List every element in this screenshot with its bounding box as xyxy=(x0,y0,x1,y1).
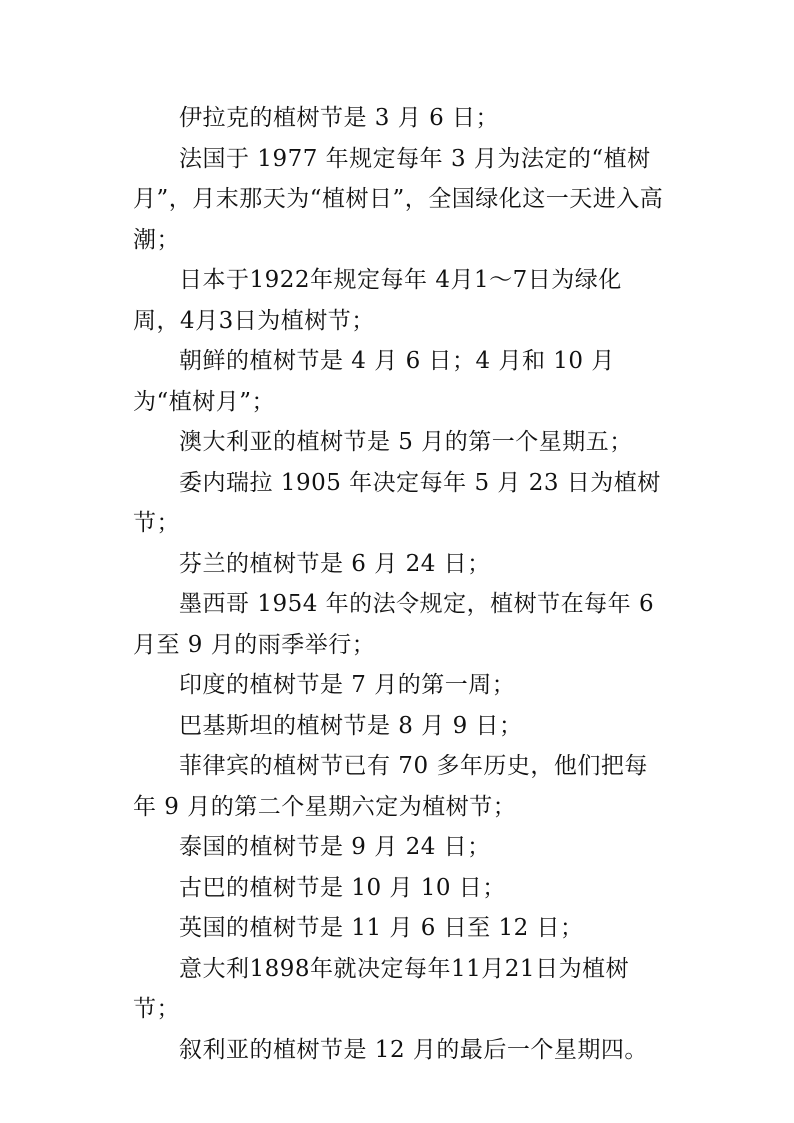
paragraph-mexico: 墨西哥 1954 年的法令规定，植树节在每年 6 月至 9 月的雨季举行； xyxy=(133,591,655,658)
paragraph-thailand: 泰国的植树节是 9 月 24 日； xyxy=(179,834,491,860)
paragraph-north-korea: 朝鲜的植树节是 4 月 6 日；4 月和 10 月为“植树月”； xyxy=(133,348,615,415)
paragraph-japan: 日本于1922年规定每年 4月1～7日为绿化周，4月3日为植树节； xyxy=(133,267,622,334)
document-body xyxy=(133,98,665,1070)
paragraph-france: 法国于 1977 年规定每年 3 月为法定的“植树月”，月末那天为“植树日”，全国绿化这一天进入高潮； xyxy=(133,145,664,253)
paragraph-syria: 叙利亚的植树节是 12 月的最后一个星期四。 xyxy=(179,1036,648,1063)
paragraph-venezuela: 委内瑞拉 1905 年决定每年 5 月 23 日为植树节； xyxy=(133,469,661,536)
paragraph-italy: 意大利1898年就决定每年11月21日为植树节； xyxy=(133,955,630,1022)
paragraph-finland: 芬兰的植树节是 6 月 24 日； xyxy=(179,550,491,577)
paragraph-australia: 澳大利亚的植树节是 5 月的第一个星期五； xyxy=(179,429,633,455)
paragraph-pakistan: 巴基斯坦的植树节是 8 月 9 日； xyxy=(179,712,523,739)
paragraph-iraq: 伊拉克的植树节是 3 月 6 日； xyxy=(179,105,500,131)
paragraph-uk: 英国的植树节是 11 月 6 日至 12 日； xyxy=(179,915,584,941)
paragraph-philippines: 菲律宾的植树节已有 70 多年历史，他们把每年 9 月的第二个星期六定为植树节； xyxy=(133,753,648,820)
paragraph-india: 印度的植树节是 7 月的第一周； xyxy=(179,672,516,698)
paragraph-cuba: 古巴的植树节是 10 月 10 日； xyxy=(179,874,506,901)
